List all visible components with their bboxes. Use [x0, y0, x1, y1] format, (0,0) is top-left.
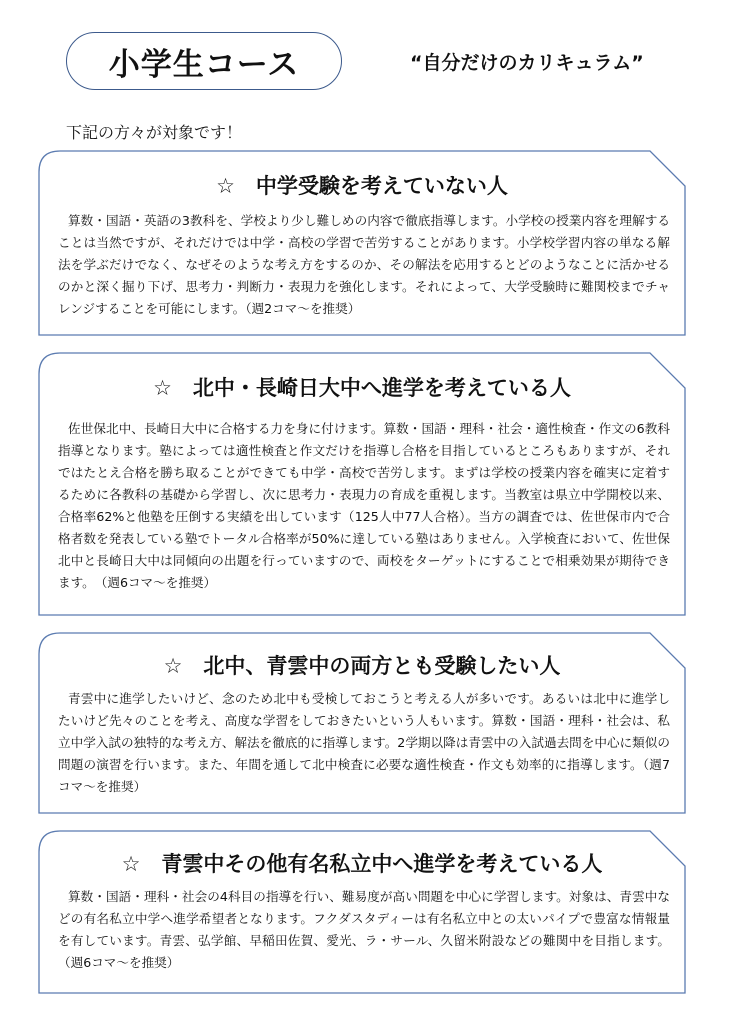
section-heading: ☆ 北中・長崎日大中へ進学を考えている人	[153, 376, 571, 400]
course-tagline: “自分だけのカリキュラム”	[410, 52, 644, 74]
section-body: 佐世保北中、長崎日大中に合格する力を身に付けます。算数・国語・理科・社会・適性検査・作文の6教科指導となります。塾によっては適性検査と作文だけを指導し合格を目指しているところもありますが、それではたとえ合格を勝ち取ることができても中学・高校で苦労します。まずは学校の授業内容を確実に定着するために各教科の基礎から学習し、次に思考力・表現力の育成を重視します。当教室は県立中学開校以来、合格率62%と他塾を圧倒する実績を出しています（125人中77人合格）。当方の調査では、佐世保市内で合格者数を発表している塾でトータル合格率が50%に達している塾はありません。入学検査において、佐世保北中と長崎日大中は同傾向の出題を行っていますので、両校をターゲットにすることで相乗効果が期待できます。 （週6コマ～を推奨）	[58, 421, 670, 590]
course-title: 小学生コース	[66, 32, 342, 90]
section-heading: ☆ 中学受験を考えていない人	[216, 174, 508, 198]
section-body: 算数・国語・英語の3教科を、学校より少し難しめの内容で徹底指導します。小学校の授業内容を理解することは当然ですが、それだけでは中学・高校の学習で苦労することがあります。小学校学習内容の単なる解法を学ぶだけでなく、なぜそのような考え方をするのか、その解法を応用するとどのようなことに活かせるのかと深く掘り下げ、思考力・判断力・表現力を強化します。それによって、大学受験時に難関校までチャレンジすることを可能にします。（週2コマ～を推奨）	[58, 213, 670, 316]
section-card-no-exam	[38, 150, 686, 336]
target-intro: 下記の方々が対象です！	[66, 123, 243, 142]
section-body: 算数・国語・理科・社会の4科目の指導を行い、難易度が高い問題を中心に学習します。対象は、青雲中などの有名私立中学へ進学希望者となります。フクダスタディーは有名私立中との太いパイプで豊富な情報量を有しています。青雲、弘学館、早稲田佐賀、愛光、ラ・サール、久留米附設などの難関中を目指します。（週6コマ～を推奨）	[58, 889, 670, 970]
section-card-private-schools	[38, 830, 686, 994]
section-body: 青雲中に進学したいけど、念のため北中も受検しておこうと考える人が多いです。あるいは北中に進学したいけど先々のことを考え、高度な学習をしておきたいという人もいます。算数・国語・理科・社会は、私立中学入試の独特的な考え方、解法を徹底的に指導します。2学期以降は青雲中の入試過去問を中心に類似の問題の演習を行います。また、年間を通して北中検査に必要な適性検査・作文も効率的に指導します。（週7コマ～を推奨）	[58, 691, 670, 794]
section-heading: ☆ 北中、青雲中の両方とも受験したい人	[163, 654, 561, 678]
section-card-both-exams	[38, 632, 686, 814]
section-heading: ☆ 青雲中その他有名私立中へ進学を考えている人	[121, 852, 603, 876]
section-card-kitachu-nichidai	[38, 352, 686, 616]
